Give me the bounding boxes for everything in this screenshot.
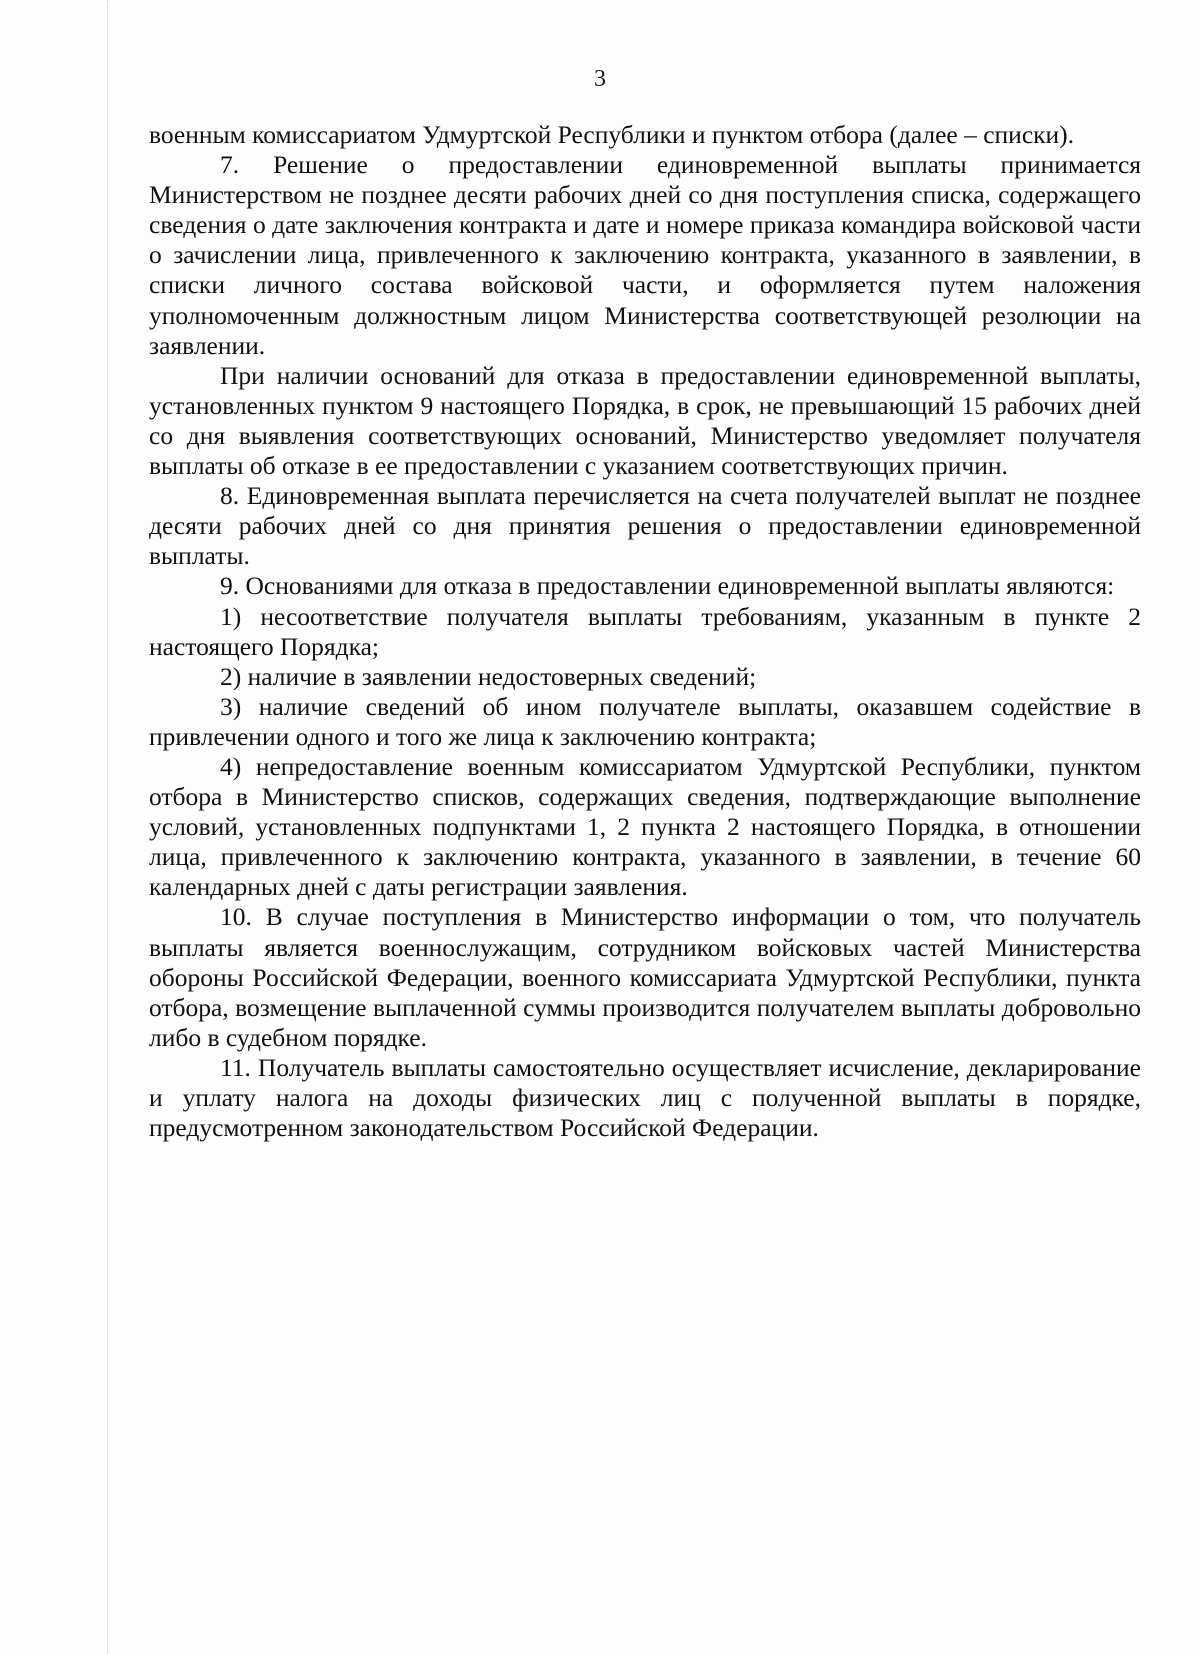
paragraph-refusal-notice: При наличии оснований для отказа в предоставлении единовременной выплаты, установленных пунктом 9 настоящего Порядка, в срок, не превышающий 15 рабочих дней со дня выявления соответствующих оснований, Министерство уведомляет получателя выплаты об отказе в ее предоставлении с указанием соответствующих причин.: [149, 360, 1141, 481]
document-body: [149, 120, 1141, 1143]
paragraph-item-9-sub-1: 1) несоответствие получателя выплаты требованиям, указанным в пункте 2 настоящего Порядка;: [149, 601, 1141, 661]
paragraph-item-9-sub-3: 3) наличие сведений об ином получателе выплаты, оказавшем содействие в привлечении одного и того же лица к заключению контракта;: [149, 691, 1141, 751]
scan-edge-line: [107, 0, 108, 1654]
page-number: 3: [594, 66, 606, 92]
paragraph-item-7: 7. Решение о предоставлении единовременной выплаты принимается Министерством не позднее десяти рабочих дней со дня поступления списка, содержащего сведения о дате заключения контракта и дате и номере приказа командира войсковой части о зачислении лица, привлеченного к заключению контракта, указанного в заявлении, в списки личного состава войсковой части, и оформляется путем наложения уполномоченным должностным лицом Министерства соответствующей резолюции на заявлении.: [149, 150, 1141, 360]
paragraph-item-10: 10. В случае поступления в Министерство информации о том, что получатель выплаты является военнослужащим, сотрудником войсковых частей Министерства обороны Российской Федерации, военного комиссариата Удмуртской Республики, пункта отбора, возмещение выплаченной суммы производится получателем выплаты добровольно либо в судебном порядке.: [149, 902, 1141, 1052]
paragraph-continuation: военным комиссариатом Удмуртской Республики и пунктом отбора (далее – списки).: [149, 120, 1075, 149]
paragraph-item-8: 8. Единовременная выплата перечисляется на счета получателей выплат не позднее десяти рабочих дней со дня принятия решения о предоставлении единовременной выплаты.: [149, 481, 1141, 571]
paragraph-item-9-sub-2: 2) наличие в заявлении недостоверных сведений;: [220, 661, 757, 691]
paragraph-item-11: 11. Получатель выплаты самостоятельно осуществляет исчисление, декларирование и уплату налога на доходы физических лиц с полученной выплаты в порядке, предусмотренном законодательством Российской Федерации.: [149, 1052, 1141, 1143]
paragraph-item-9-sub-4: 4) непредоставление военным комиссариатом Удмуртской Республики, пунктом отбора в Министерство списков, содержащих сведения, подтверждающие выполнение условий, установленных подпунктами 1, 2 пункта 2 настоящего Порядка, в отношении лица, привлеченного к заключению контракта, указанного в заявлении, в течение 60 календарных дней с даты регистрации заявления.: [149, 751, 1141, 902]
paragraph-item-9: 9. Основаниями для отказа в предоставлении единовременной выплаты являются:: [220, 571, 1115, 601]
